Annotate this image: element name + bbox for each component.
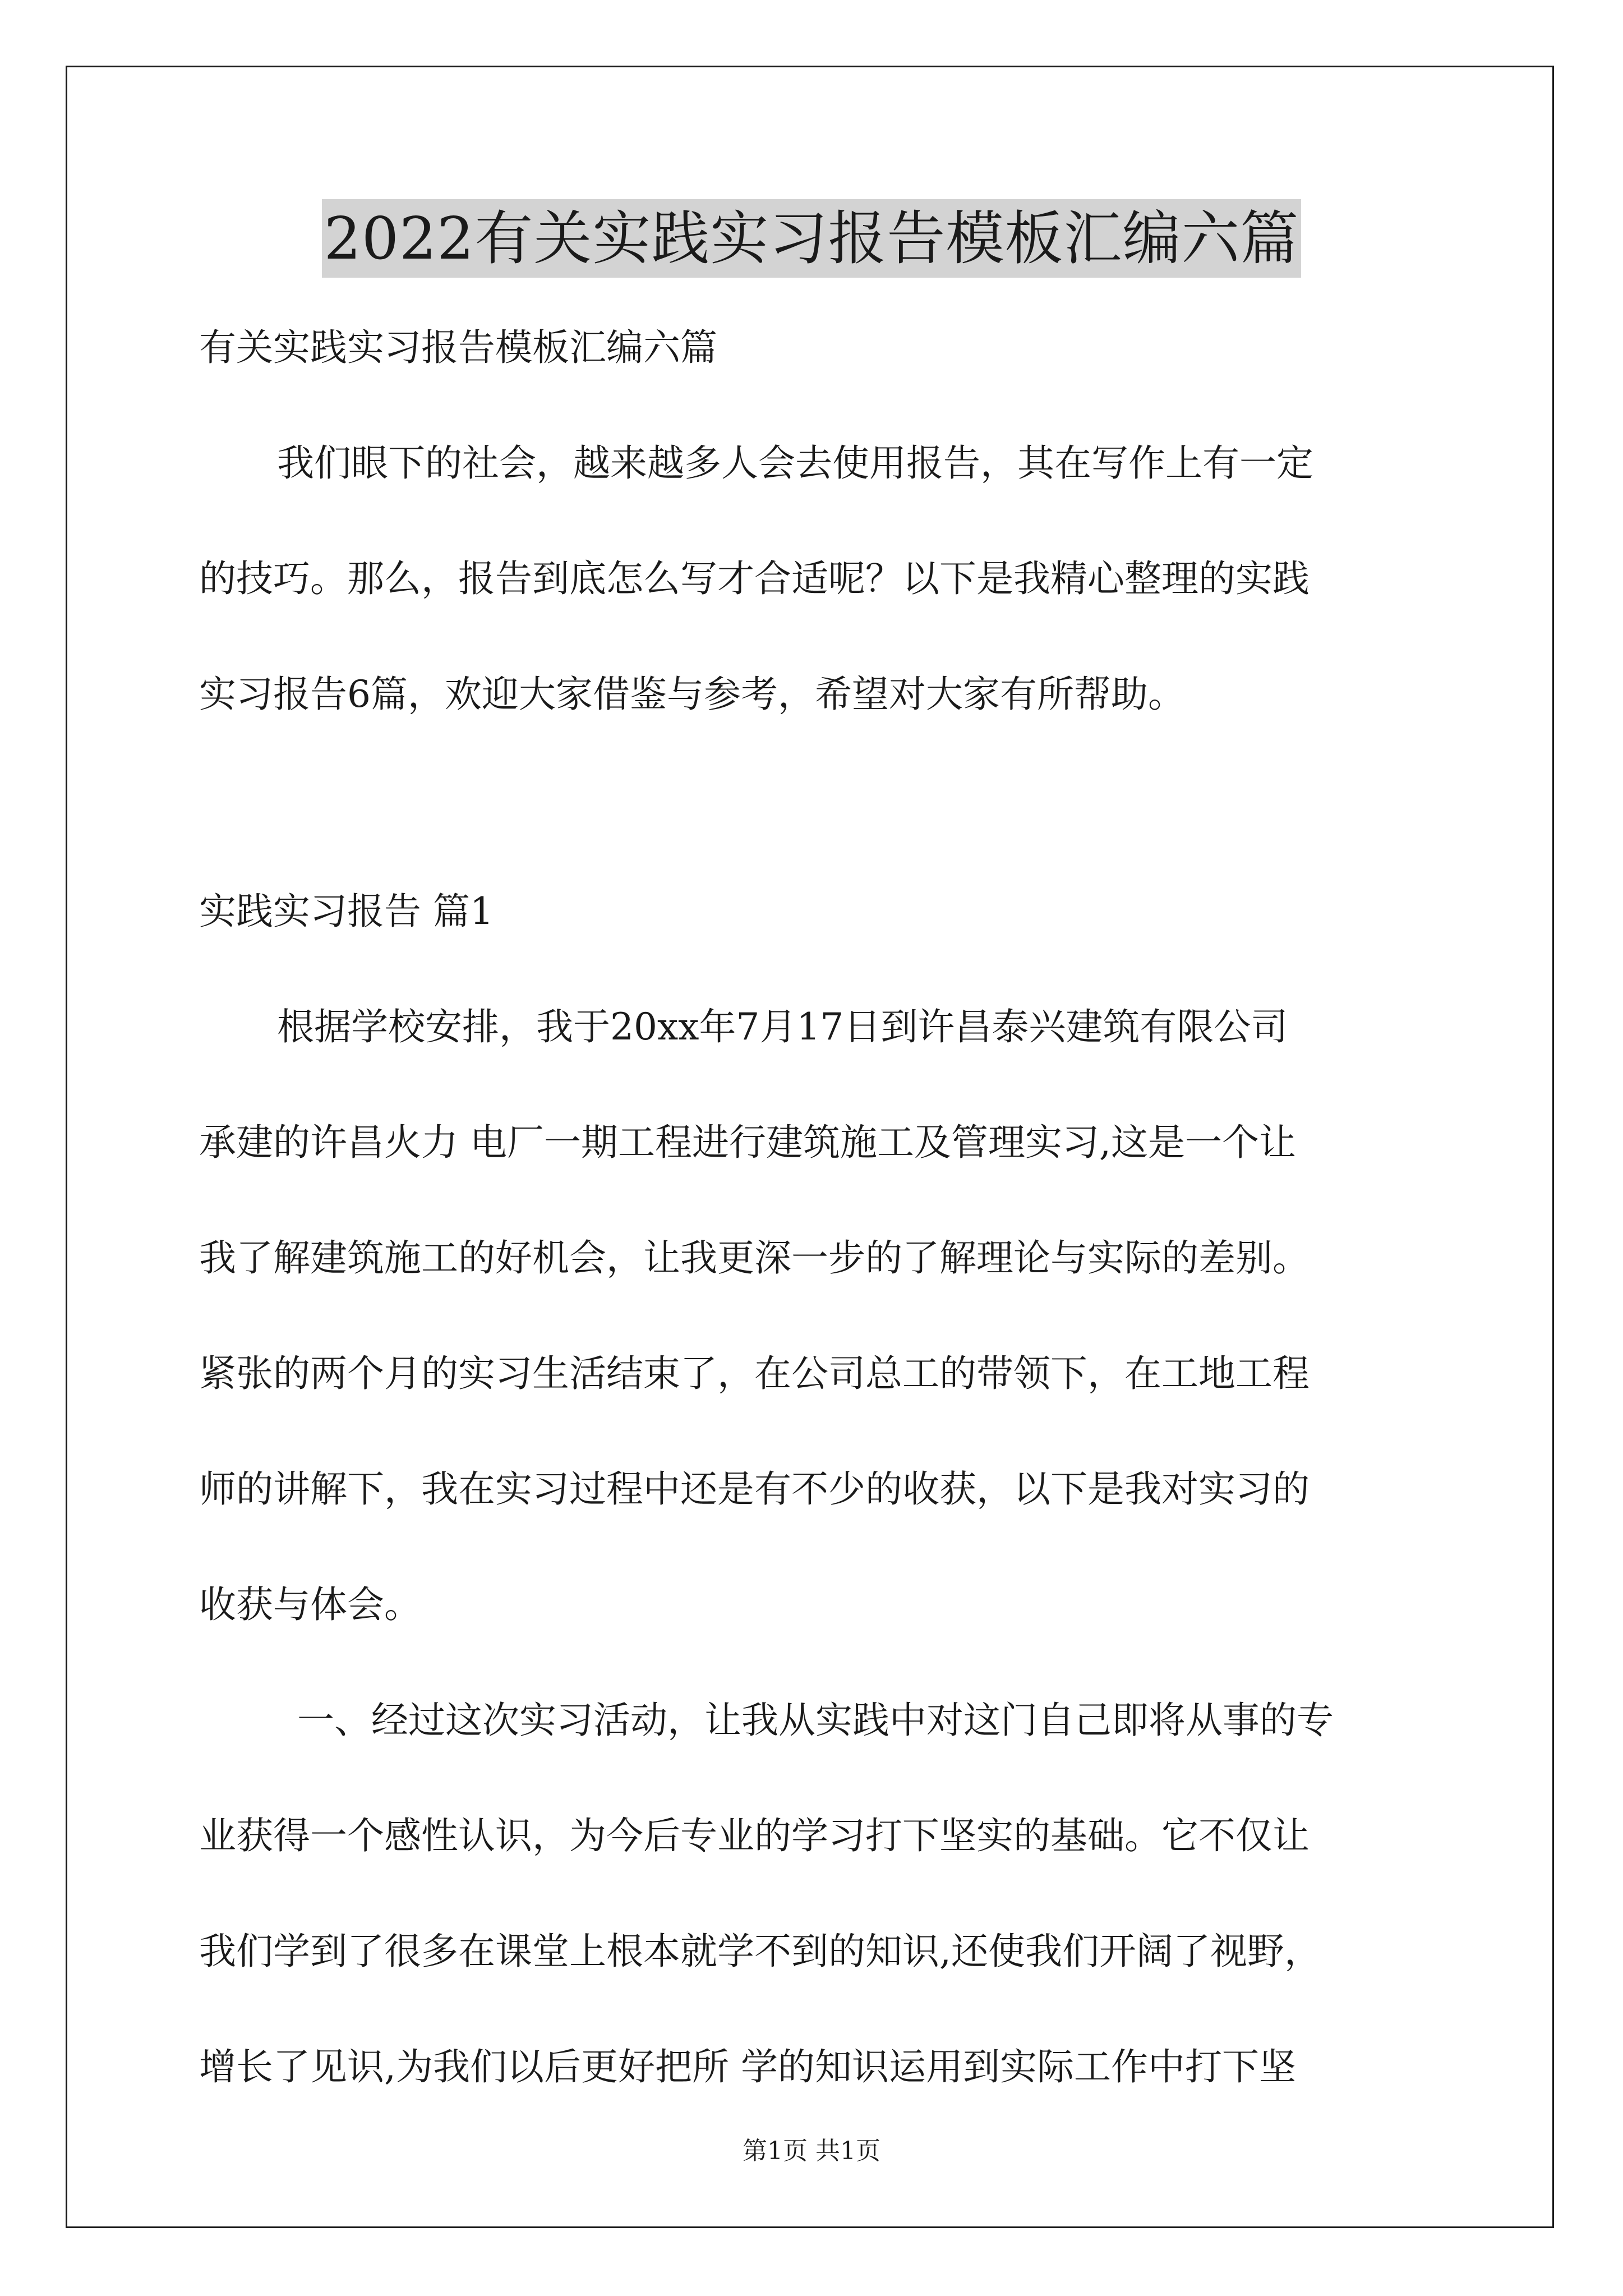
body-paragraph-line: 我们学到了很多在课堂上根本就学不到的知识,还使我们开阔了视野， [199,1930,1321,1973]
intro-paragraph-line: 的技巧。那么，报告到底怎么写才合适呢？以下是我精心整理的实践 [199,557,1310,600]
section-heading: 实践实习报告 篇1 [199,890,494,933]
body-paragraph-line: 根据学校安排，我于20xx年7月17日到许昌泰兴建筑有限公司 [277,1005,1288,1048]
body-paragraph-line: 师的讲解下，我在实习过程中还是有不少的收获，以下是我对实习的 [199,1467,1310,1511]
page-footer: 第1页 共1页 [743,2137,880,2165]
intro-paragraph-line: 我们眼下的社会，越来越多人会去使用报告，其在写作上有一定 [277,441,1313,485]
intro-paragraph-line: 实习报告6篇，欢迎大家借鉴与参考，希望对大家有所帮助。 [199,673,1185,716]
document-title-block [0,199,1623,278]
body-paragraph-line: 一、经过这次实习活动，让我从实践中对这门自己即将从事的专 [297,1699,1334,1742]
body-paragraph-line: 我了解建筑施工的好机会，让我更深一步的了解理论与实际的差别。 [199,1236,1310,1280]
body-paragraph-line: 紧张的两个月的实习生活结束了，在公司总工的带领下，在工地工程 [199,1352,1310,1395]
body-paragraph-line: 收获与体会。 [199,1583,421,1626]
subtitle-line: 有关实践实习报告模板汇编六篇 [199,326,717,369]
body-paragraph-line: 增长了见识,为我们以后更好把所 学的知识运用到实际工作中打下坚 [199,2045,1296,2088]
body-paragraph-line: 承建的许昌火力 电厂一期工程进行建筑施工及管理实习,这是一个让 [199,1121,1296,1164]
document-title: 2022有关实践实习报告模板汇编六篇 [322,199,1302,278]
body-paragraph-line: 业获得一个感性认识，为今后专业的学习打下坚实的基础。它不仅让 [199,1814,1310,1857]
